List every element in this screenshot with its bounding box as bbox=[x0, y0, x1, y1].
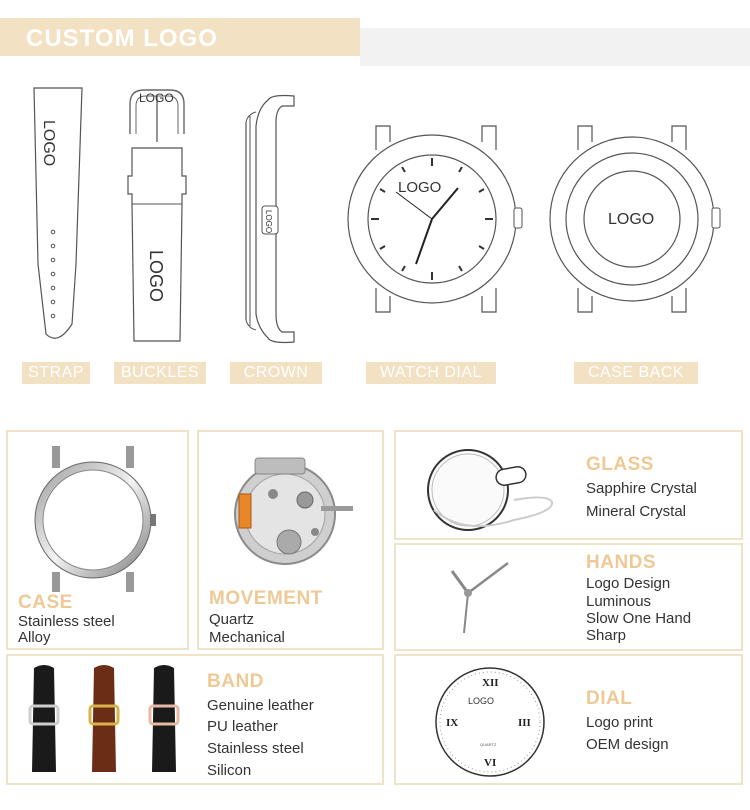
dial-item-0: Logo print bbox=[586, 714, 653, 731]
hands-illustration bbox=[444, 555, 534, 645]
strap-illustration bbox=[30, 84, 90, 354]
dial-mini-logo: LOGO bbox=[468, 696, 495, 706]
band-item-3: Silicon bbox=[207, 762, 252, 779]
dial-numeral-3: III bbox=[518, 717, 531, 729]
buckle-illustration bbox=[124, 86, 194, 346]
dial-box bbox=[394, 654, 743, 785]
hands-box bbox=[394, 543, 743, 651]
case-box bbox=[6, 430, 189, 650]
case-back-logo-text: LOGO bbox=[608, 211, 655, 228]
dial-title: DIAL bbox=[586, 688, 633, 709]
movement-item-1: Mechanical bbox=[209, 629, 285, 646]
movement-box bbox=[197, 430, 384, 650]
hands-title: HANDS bbox=[586, 552, 657, 573]
case-item-1: Alloy bbox=[18, 629, 51, 646]
hands-item-3: Sharp bbox=[586, 627, 627, 644]
buckles-label: BUCKLES bbox=[114, 362, 206, 384]
case-back-label: CASE BACK bbox=[574, 362, 698, 384]
dial-quartz-text: QUARTZ bbox=[480, 742, 497, 747]
glass-item-0: Sapphire Crystal bbox=[586, 480, 697, 497]
case-item-0: Stainless steel bbox=[18, 613, 115, 630]
band-item-0: Genuine leather bbox=[207, 697, 314, 714]
hands-item-1: Luminous bbox=[586, 593, 652, 610]
watch-dial-illustration bbox=[346, 124, 526, 314]
buckle-strap-logo-text: LOGO bbox=[146, 250, 166, 303]
case-illustration bbox=[32, 444, 162, 594]
glass-title: GLASS bbox=[586, 454, 654, 475]
page-title: CUSTOM LOGO bbox=[26, 25, 218, 52]
case-back-illustration bbox=[548, 124, 728, 314]
band-illustration bbox=[22, 662, 202, 782]
dial-item-1: OEM design bbox=[586, 736, 669, 753]
crown-logo-text: LOGO bbox=[264, 210, 273, 234]
band-item-2: Stainless steel bbox=[207, 740, 304, 757]
watch-dial-label: WATCH DIAL bbox=[366, 362, 496, 384]
dial-logo-text: LOGO bbox=[398, 179, 442, 196]
glass-box bbox=[394, 430, 743, 540]
movement-illustration bbox=[225, 450, 355, 580]
band-box bbox=[6, 654, 384, 785]
header-band-gray bbox=[360, 28, 750, 66]
buckle-logo-text: LOGO bbox=[139, 91, 174, 105]
glass-item-1: Mineral Crystal bbox=[586, 503, 687, 520]
crown-label: CROWN bbox=[230, 362, 322, 384]
movement-item-0: Quartz bbox=[209, 611, 255, 628]
dial-numeral-12: XII bbox=[482, 677, 499, 689]
band-title: BAND bbox=[207, 671, 264, 692]
dial-numeral-9: IX bbox=[446, 717, 459, 729]
strap-label: STRAP bbox=[22, 362, 90, 384]
strap-logo-text: LOGO bbox=[40, 120, 57, 167]
hands-item-0: Logo Design bbox=[586, 575, 671, 592]
glass-illustration bbox=[424, 440, 564, 540]
dial-numeral-6: VI bbox=[484, 757, 497, 769]
band-item-1: PU leather bbox=[207, 718, 278, 735]
case-title: CASE bbox=[18, 592, 73, 613]
crown-illustration bbox=[238, 92, 298, 352]
hands-item-2: Slow One Hand bbox=[586, 610, 692, 627]
movement-title: MOVEMENT bbox=[209, 588, 323, 609]
dial-illustration bbox=[430, 662, 550, 782]
